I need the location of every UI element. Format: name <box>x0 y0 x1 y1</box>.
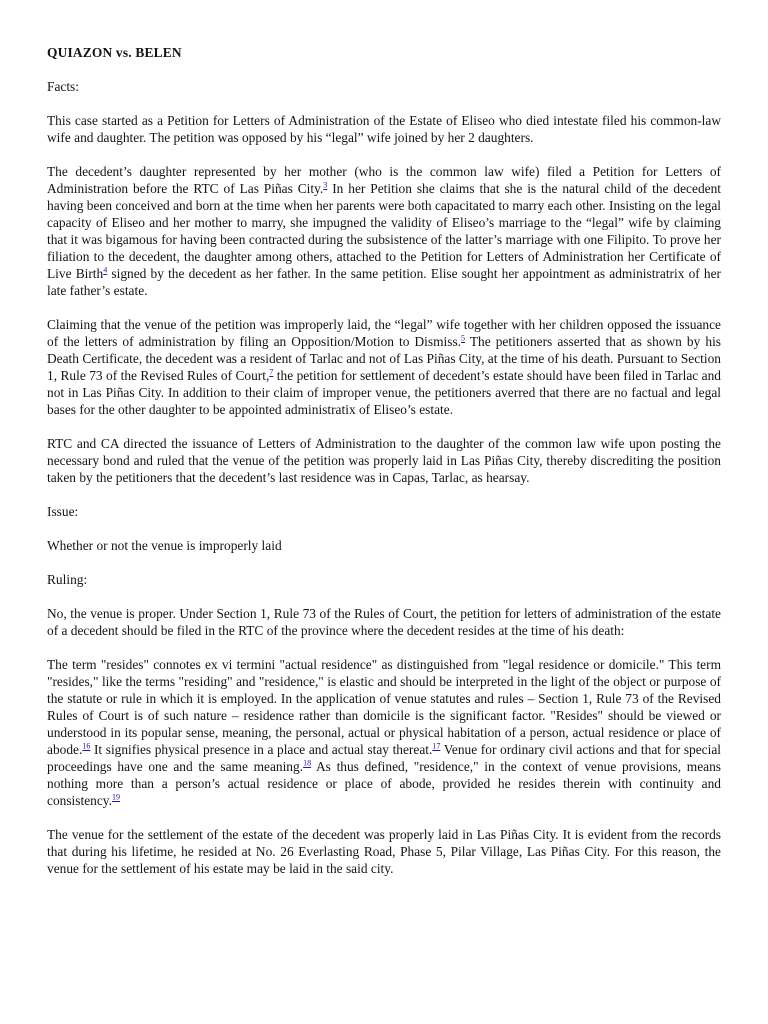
facts-p2-text-3: signed by the decedent as her father. In the same petition. Elise sought her appointment as administratrix of her late father’s estate. <box>47 266 721 298</box>
footnote-link-7[interactable]: 7 <box>269 367 274 377</box>
facts-p2-text-2: In her Petition she claims that she is the natural child of the decedent having been conceived and born at the time when her parents were both capacitated to marry each other. Insisting on the legal capacity of Eliseo and her mother to marry, she impugned the validity of Eliseo’s marriage to the “legal” wife by claiming that it was bigamous for having been contracted during the subsistence of the latter’s marriage with one Filipito. To prove her filiation to the decedent, the daughter among others, attached to the Petition for Letters of Administration her Certificate of Live Birth <box>47 181 721 281</box>
facts-p3-text-1: Claiming that the venue of the petition was improperly laid, the “legal” wife together with her children opposed the issuance of the letters of administration by filing an Opposition/Motion to Dismiss. <box>47 317 721 349</box>
ruling-p2-text-1: The term "resides" connotes ex vi termini "actual residence" as distinguished from "legal residence or domicile." This term "resides," like the terms "residing" and "residence," is elastic and should be interpreted in the light of the object or purpose of the statute or rule in which it is employed. In the application of venue statutes and rules – Section 1, Rule 73 of the Revised Rules of Court is of such nature – residence rather than domicile is the significant factor. "Resides" should be viewed or understood in its popular sense, meaning, the personal, actual or physical habitation of a person, actual residence or place of abode. <box>47 657 721 757</box>
issue-heading: Issue: <box>47 504 79 519</box>
facts-paragraph-3 <box>47 316 721 418</box>
footnote-link-5[interactable]: 5 <box>461 333 466 343</box>
footnote-link-3[interactable]: 3 <box>323 180 328 190</box>
footnote-link-17[interactable]: 17 <box>432 741 441 751</box>
facts-paragraph-1: This case started as a Petition for Letters of Administration of the Estate of Eliseo who died intestate filed his common-law wife and daughter. The petition was opposed by his “legal” wife joined by her 2 daughters. <box>47 113 721 145</box>
footnote-link-19[interactable]: 19 <box>111 792 120 802</box>
ruling-heading: Ruling: <box>47 572 88 587</box>
ruling-paragraph-1: No, the venue is proper. Under Section 1, Rule 73 of the Rules of Court, the petition for letters of administration of the estate of a decedent should be filed in the RTC of the province where the decedent resides at the time of his death: <box>47 606 721 638</box>
ruling-p2-text-3: Venue for ordinary civil actions and that for special proceedings have one and the same meaning. <box>47 742 721 774</box>
footnote-link-16[interactable]: 16 <box>82 741 91 751</box>
facts-p3-text-2: The petitioners asserted that as shown by his Death Certificate, the decedent was a resident of Tarlac and not of Las Piñas City, at the time of his death. Pursuant to Section 1, Rule 73 of the Revised Rules of Court, <box>47 334 721 383</box>
ruling-p2-text-4: As thus defined, "residence," in the context of venue provisions, means nothing more than a person’s actual residence or place of abode, provided he resides therein with continuity and consistency. <box>47 759 722 808</box>
footnote-link-18[interactable]: 18 <box>303 758 312 768</box>
ruling-paragraph-2 <box>47 656 721 809</box>
facts-paragraph-2 <box>47 163 721 299</box>
facts-paragraph-4: RTC and CA directed the issuance of Letters of Administration to the daughter of the common law wife upon posting the necessary bond and ruled that the venue of the petition was properly laid in Las Piñas City, thereby discrediting the position taken by the petitioners that the decedent’s last residence was in Capas, Tarlac, as hearsay. <box>47 436 721 485</box>
facts-p3-text-3: the petition for settlement of decedent’s estate should have been filed in Tarlac and not in Las Piñas City. In addition to their claim of improper venue, the petitioners averred that there are no factual and legal bases for the other daughter to be appointed administratix of Eliseo’s estate. <box>47 368 722 417</box>
ruling-p2-text-2: It signifies physical presence in a place and actual stay thereat. <box>90 742 433 757</box>
footnote-link-4[interactable]: 4 <box>103 265 108 275</box>
facts-heading: Facts: <box>47 79 79 94</box>
ruling-paragraph-3: The venue for the settlement of the estate of the decedent was properly laid in Las Piñas City. It is evident from the records that during his lifetime, he resided at No. 26 Everlasting Road, Phase 5, Pilar Village, Las Piñas City. For this reason, the venue for the settlement of his estate may be laid in the said city. <box>47 827 721 876</box>
document-title: QUIAZON vs. BELEN <box>47 45 182 60</box>
facts-p2-text-1: The decedent’s daughter represented by her mother (who is the common law wife) filed a Petition for Letters of Administration before the RTC of Las Piñas City. <box>47 164 721 196</box>
issue-text: Whether or not the venue is improperly laid <box>47 538 282 553</box>
